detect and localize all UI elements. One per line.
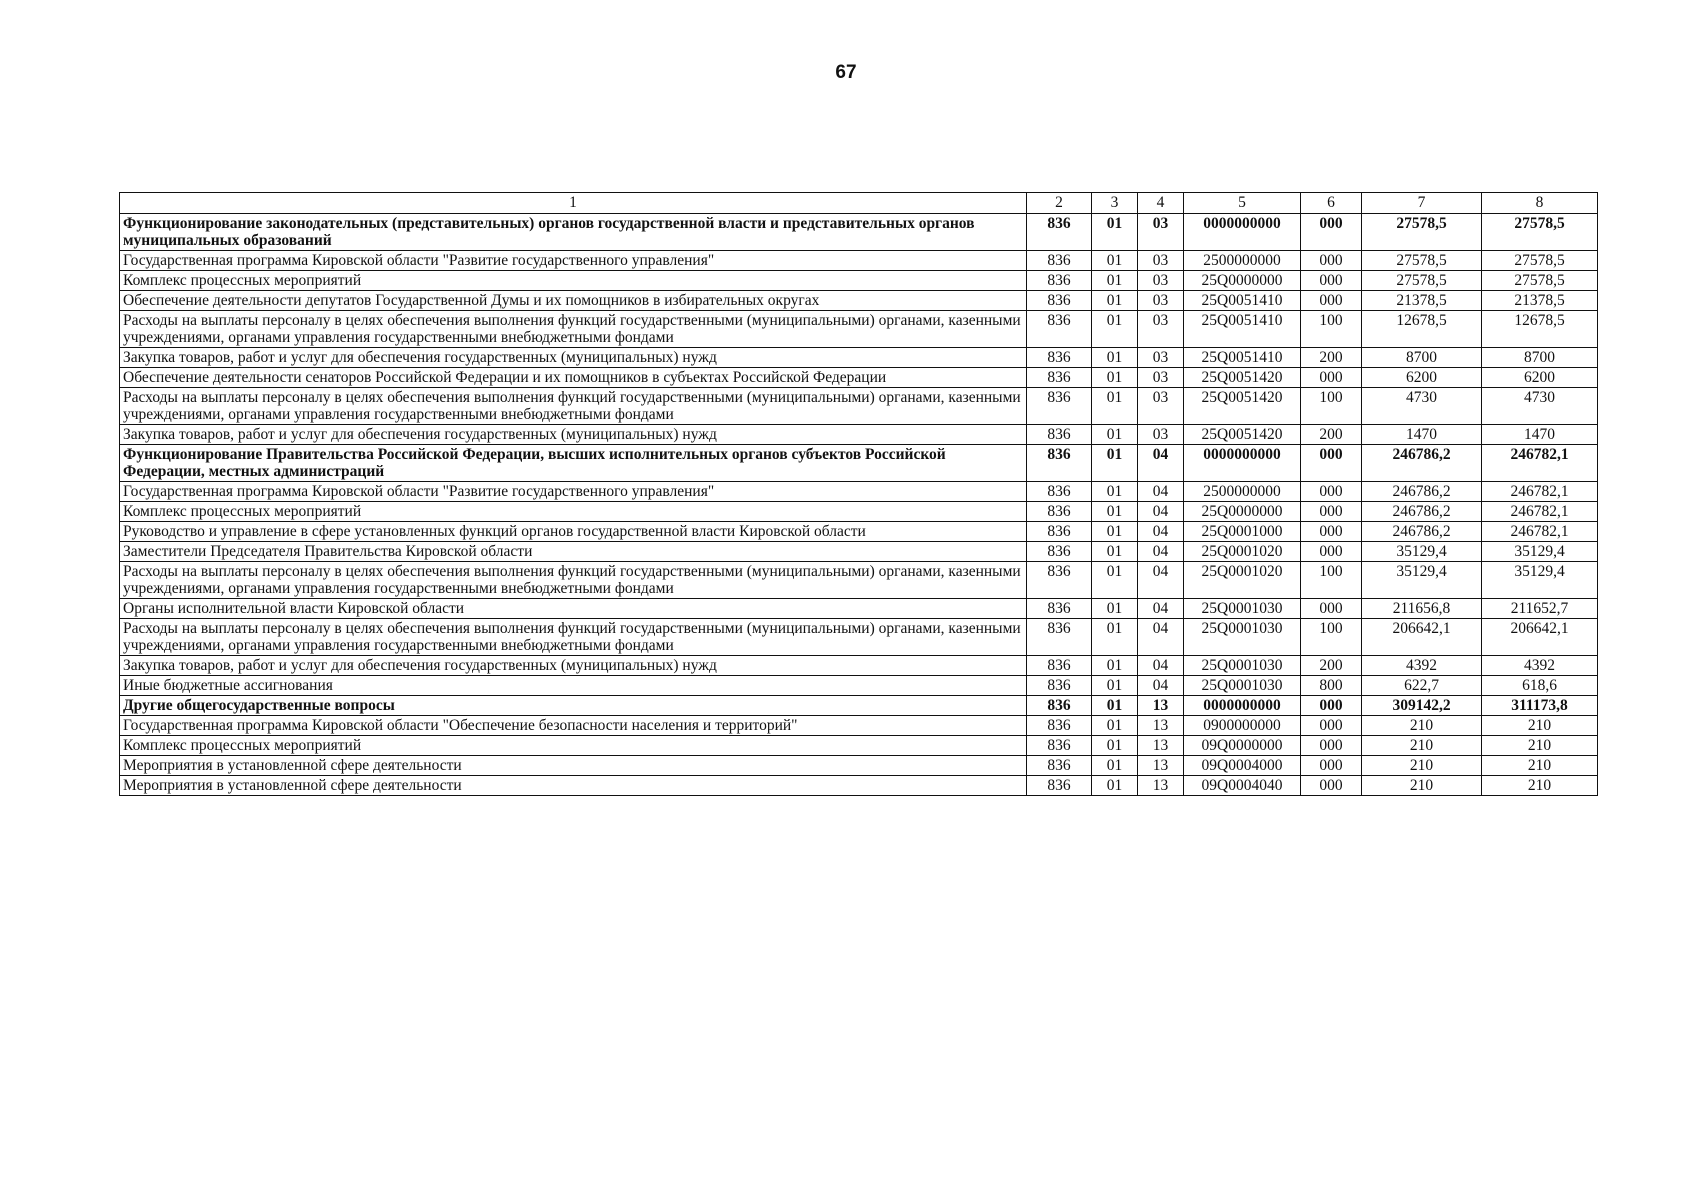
- row-code-cell: 836: [1027, 291, 1092, 311]
- table-row: [120, 542, 1598, 562]
- row-expense-type-cell: 000: [1301, 251, 1362, 271]
- row-subsection-cell: 03: [1138, 291, 1184, 311]
- row-section-cell: 01: [1092, 348, 1138, 368]
- row-name-cell: Комплекс процессных мероприятий: [120, 502, 1027, 522]
- row-amount-cell: 211656,8: [1362, 599, 1482, 619]
- row-amount-adjusted-cell: 4392: [1482, 656, 1598, 676]
- table-row: [120, 368, 1598, 388]
- row-target-article-cell: 0000000000: [1184, 696, 1301, 716]
- row-expense-type-cell: 200: [1301, 348, 1362, 368]
- row-section-cell: 01: [1092, 562, 1138, 599]
- row-amount-cell: 12678,5: [1362, 311, 1482, 348]
- row-amount-adjusted-cell: 12678,5: [1482, 311, 1598, 348]
- budget-table: [119, 192, 1598, 796]
- table-body: [120, 193, 1598, 796]
- row-amount-adjusted-cell: 210: [1482, 776, 1598, 796]
- row-expense-type-cell: 000: [1301, 756, 1362, 776]
- table-row: [120, 562, 1598, 599]
- row-code-cell: 836: [1027, 388, 1092, 425]
- row-expense-type-cell: 200: [1301, 656, 1362, 676]
- table-row: [120, 599, 1598, 619]
- table-row: [120, 656, 1598, 676]
- header-cell-4: 4: [1138, 193, 1184, 214]
- row-expense-type-cell: 000: [1301, 599, 1362, 619]
- table-row: [120, 522, 1598, 542]
- row-target-article-cell: 25Q0051410: [1184, 311, 1301, 348]
- row-section-cell: 01: [1092, 214, 1138, 251]
- row-amount-cell: 1470: [1362, 425, 1482, 445]
- row-amount-adjusted-cell: 206642,1: [1482, 619, 1598, 656]
- row-amount-cell: 210: [1362, 776, 1482, 796]
- row-target-article-cell: 25Q0001030: [1184, 599, 1301, 619]
- row-amount-cell: 210: [1362, 716, 1482, 736]
- row-code-cell: 836: [1027, 522, 1092, 542]
- row-code-cell: 836: [1027, 716, 1092, 736]
- table-row: [120, 445, 1598, 482]
- table-row: [120, 311, 1598, 348]
- row-amount-adjusted-cell: 35129,4: [1482, 542, 1598, 562]
- row-target-article-cell: 25Q0001030: [1184, 656, 1301, 676]
- header-cell-6: 6: [1301, 193, 1362, 214]
- row-expense-type-cell: 100: [1301, 619, 1362, 656]
- row-target-article-cell: 25Q0001020: [1184, 562, 1301, 599]
- row-amount-cell: 246786,2: [1362, 502, 1482, 522]
- row-expense-type-cell: 000: [1301, 522, 1362, 542]
- row-code-cell: 836: [1027, 736, 1092, 756]
- row-amount-adjusted-cell: 4730: [1482, 388, 1598, 425]
- row-expense-type-cell: 100: [1301, 562, 1362, 599]
- row-amount-adjusted-cell: 27578,5: [1482, 251, 1598, 271]
- row-code-cell: 836: [1027, 696, 1092, 716]
- row-subsection-cell: 03: [1138, 348, 1184, 368]
- row-expense-type-cell: 000: [1301, 776, 1362, 796]
- row-amount-cell: 4730: [1362, 388, 1482, 425]
- header-cell-2: 2: [1027, 193, 1092, 214]
- row-name-cell: Другие общегосударственные вопросы: [120, 696, 1027, 716]
- table-row: [120, 271, 1598, 291]
- row-amount-adjusted-cell: 311173,8: [1482, 696, 1598, 716]
- row-amount-adjusted-cell: 246782,1: [1482, 482, 1598, 502]
- row-expense-type-cell: 000: [1301, 214, 1362, 251]
- row-target-article-cell: 09Q0004000: [1184, 756, 1301, 776]
- header-cell-8: 8: [1482, 193, 1598, 214]
- row-expense-type-cell: 000: [1301, 291, 1362, 311]
- header-cell-7: 7: [1362, 193, 1482, 214]
- table-header-row: [120, 193, 1598, 214]
- row-name-cell: Расходы на выплаты персоналу в целях обеспечения выполнения функций государственными (муниципальными) органами, казенными учреждениями, органами управления государственными внебюджетными фондами: [120, 562, 1027, 599]
- table-row: [120, 425, 1598, 445]
- row-name-cell: Государственная программа Кировской области "Развитие государственного управления": [120, 251, 1027, 271]
- row-amount-adjusted-cell: 1470: [1482, 425, 1598, 445]
- row-subsection-cell: 04: [1138, 445, 1184, 482]
- row-subsection-cell: 04: [1138, 562, 1184, 599]
- row-amount-adjusted-cell: 246782,1: [1482, 522, 1598, 542]
- table-row: [120, 251, 1598, 271]
- row-expense-type-cell: 000: [1301, 716, 1362, 736]
- row-name-cell: Обеспечение деятельности депутатов Государственной Думы и их помощников в избирательных округах: [120, 291, 1027, 311]
- row-expense-type-cell: 000: [1301, 736, 1362, 756]
- row-expense-type-cell: 000: [1301, 542, 1362, 562]
- table-row: [120, 214, 1598, 251]
- row-code-cell: 836: [1027, 502, 1092, 522]
- row-name-cell: Закупка товаров, работ и услуг для обеспечения государственных (муниципальных) нужд: [120, 425, 1027, 445]
- row-amount-cell: 206642,1: [1362, 619, 1482, 656]
- row-amount-adjusted-cell: 211652,7: [1482, 599, 1598, 619]
- row-subsection-cell: 03: [1138, 271, 1184, 291]
- header-cell-3: 3: [1092, 193, 1138, 214]
- row-amount-adjusted-cell: 21378,5: [1482, 291, 1598, 311]
- row-subsection-cell: 04: [1138, 482, 1184, 502]
- row-code-cell: 836: [1027, 214, 1092, 251]
- row-amount-cell: 8700: [1362, 348, 1482, 368]
- row-target-article-cell: 0000000000: [1184, 445, 1301, 482]
- row-code-cell: 836: [1027, 776, 1092, 796]
- row-amount-cell: 246786,2: [1362, 482, 1482, 502]
- row-subsection-cell: 13: [1138, 736, 1184, 756]
- row-section-cell: 01: [1092, 676, 1138, 696]
- row-code-cell: 836: [1027, 756, 1092, 776]
- row-subsection-cell: 03: [1138, 368, 1184, 388]
- row-expense-type-cell: 000: [1301, 445, 1362, 482]
- row-amount-adjusted-cell: 210: [1482, 716, 1598, 736]
- row-subsection-cell: 04: [1138, 676, 1184, 696]
- row-name-cell: Комплекс процессных мероприятий: [120, 736, 1027, 756]
- row-amount-cell: 35129,4: [1362, 542, 1482, 562]
- row-target-article-cell: 25Q0001030: [1184, 676, 1301, 696]
- row-amount-adjusted-cell: 27578,5: [1482, 214, 1598, 251]
- table-row: [120, 776, 1598, 796]
- row-name-cell: Иные бюджетные ассигнования: [120, 676, 1027, 696]
- row-amount-cell: 27578,5: [1362, 251, 1482, 271]
- row-amount-cell: 622,7: [1362, 676, 1482, 696]
- row-code-cell: 836: [1027, 425, 1092, 445]
- row-subsection-cell: 03: [1138, 251, 1184, 271]
- row-amount-adjusted-cell: 210: [1482, 736, 1598, 756]
- page-number: 67: [835, 62, 857, 83]
- row-expense-type-cell: 800: [1301, 676, 1362, 696]
- row-amount-cell: 246786,2: [1362, 445, 1482, 482]
- row-target-article-cell: 2500000000: [1184, 482, 1301, 502]
- row-code-cell: 836: [1027, 348, 1092, 368]
- row-code-cell: 836: [1027, 445, 1092, 482]
- table-row: [120, 482, 1598, 502]
- row-target-article-cell: 0900000000: [1184, 716, 1301, 736]
- table-row: [120, 619, 1598, 656]
- row-expense-type-cell: 000: [1301, 271, 1362, 291]
- row-section-cell: 01: [1092, 619, 1138, 656]
- row-name-cell: Заместители Председателя Правительства Кировской области: [120, 542, 1027, 562]
- row-amount-adjusted-cell: 27578,5: [1482, 271, 1598, 291]
- table-row: [120, 756, 1598, 776]
- row-subsection-cell: 03: [1138, 388, 1184, 425]
- row-section-cell: 01: [1092, 736, 1138, 756]
- row-amount-cell: 6200: [1362, 368, 1482, 388]
- row-target-article-cell: 25Q0051420: [1184, 425, 1301, 445]
- row-code-cell: 836: [1027, 251, 1092, 271]
- row-section-cell: 01: [1092, 291, 1138, 311]
- row-name-cell: Расходы на выплаты персоналу в целях обеспечения выполнения функций государственными (муниципальными) органами, казенными учреждениями, органами управления государственными внебюджетными фондами: [120, 311, 1027, 348]
- row-amount-adjusted-cell: 246782,1: [1482, 502, 1598, 522]
- row-name-cell: Функционирование Правительства Российской Федерации, высших исполнительных органов субъектов Российской Федерации, местных администраций: [120, 445, 1027, 482]
- row-amount-adjusted-cell: 210: [1482, 756, 1598, 776]
- row-expense-type-cell: 000: [1301, 368, 1362, 388]
- row-section-cell: 01: [1092, 756, 1138, 776]
- row-name-cell: Мероприятия в установленной сфере деятельности: [120, 776, 1027, 796]
- row-target-article-cell: 25Q0051410: [1184, 291, 1301, 311]
- row-subsection-cell: 04: [1138, 599, 1184, 619]
- row-name-cell: Закупка товаров, работ и услуг для обеспечения государственных (муниципальных) нужд: [120, 348, 1027, 368]
- header-cell-5: 5: [1184, 193, 1301, 214]
- row-name-cell: Органы исполнительной власти Кировской области: [120, 599, 1027, 619]
- row-subsection-cell: 04: [1138, 619, 1184, 656]
- table-row: [120, 291, 1598, 311]
- row-target-article-cell: 25Q0051420: [1184, 388, 1301, 425]
- row-name-cell: Руководство и управление в сфере установленных функций органов государственной власти Кировской области: [120, 522, 1027, 542]
- row-amount-adjusted-cell: 246782,1: [1482, 445, 1598, 482]
- row-amount-adjusted-cell: 6200: [1482, 368, 1598, 388]
- row-amount-cell: 35129,4: [1362, 562, 1482, 599]
- row-expense-type-cell: 000: [1301, 482, 1362, 502]
- row-target-article-cell: 25Q0051410: [1184, 348, 1301, 368]
- row-target-article-cell: 25Q0001000: [1184, 522, 1301, 542]
- row-code-cell: 836: [1027, 656, 1092, 676]
- row-amount-cell: 21378,5: [1362, 291, 1482, 311]
- table-row: [120, 696, 1598, 716]
- row-target-article-cell: 25Q0001020: [1184, 542, 1301, 562]
- table-row: [120, 388, 1598, 425]
- row-subsection-cell: 03: [1138, 214, 1184, 251]
- row-subsection-cell: 03: [1138, 311, 1184, 348]
- row-subsection-cell: 13: [1138, 776, 1184, 796]
- row-name-cell: Расходы на выплаты персоналу в целях обеспечения выполнения функций государственными (муниципальными) органами, казенными учреждениями, органами управления государственными внебюджетными фондами: [120, 388, 1027, 425]
- table-row: [120, 676, 1598, 696]
- row-section-cell: 01: [1092, 656, 1138, 676]
- row-amount-cell: 27578,5: [1362, 271, 1482, 291]
- row-code-cell: 836: [1027, 368, 1092, 388]
- row-amount-cell: 309142,2: [1362, 696, 1482, 716]
- row-subsection-cell: 13: [1138, 696, 1184, 716]
- row-name-cell: Расходы на выплаты персоналу в целях обеспечения выполнения функций государственными (муниципальными) органами, казенными учреждениями, органами управления государственными внебюджетными фондами: [120, 619, 1027, 656]
- row-subsection-cell: 04: [1138, 502, 1184, 522]
- row-section-cell: 01: [1092, 542, 1138, 562]
- row-target-article-cell: 25Q0000000: [1184, 502, 1301, 522]
- row-subsection-cell: 13: [1138, 716, 1184, 736]
- row-expense-type-cell: 100: [1301, 388, 1362, 425]
- row-code-cell: 836: [1027, 562, 1092, 599]
- row-section-cell: 01: [1092, 502, 1138, 522]
- row-section-cell: 01: [1092, 271, 1138, 291]
- row-target-article-cell: 25Q0001030: [1184, 619, 1301, 656]
- table-row: [120, 348, 1598, 368]
- row-code-cell: 836: [1027, 619, 1092, 656]
- row-subsection-cell: 04: [1138, 542, 1184, 562]
- row-name-cell: Комплекс процессных мероприятий: [120, 271, 1027, 291]
- row-section-cell: 01: [1092, 425, 1138, 445]
- row-expense-type-cell: 000: [1301, 696, 1362, 716]
- row-subsection-cell: 04: [1138, 656, 1184, 676]
- row-expense-type-cell: 100: [1301, 311, 1362, 348]
- row-code-cell: 836: [1027, 542, 1092, 562]
- row-name-cell: Мероприятия в установленной сфере деятельности: [120, 756, 1027, 776]
- row-amount-adjusted-cell: 8700: [1482, 348, 1598, 368]
- row-section-cell: 01: [1092, 311, 1138, 348]
- row-amount-cell: 210: [1362, 736, 1482, 756]
- row-expense-type-cell: 000: [1301, 502, 1362, 522]
- row-section-cell: 01: [1092, 522, 1138, 542]
- row-target-article-cell: 09Q0000000: [1184, 736, 1301, 756]
- row-target-article-cell: 09Q0004040: [1184, 776, 1301, 796]
- row-code-cell: 836: [1027, 676, 1092, 696]
- row-section-cell: 01: [1092, 482, 1138, 502]
- row-code-cell: 836: [1027, 311, 1092, 348]
- row-section-cell: 01: [1092, 368, 1138, 388]
- row-subsection-cell: 04: [1138, 522, 1184, 542]
- table-row: [120, 736, 1598, 756]
- row-target-article-cell: 25Q0051420: [1184, 368, 1301, 388]
- row-expense-type-cell: 200: [1301, 425, 1362, 445]
- row-name-cell: Государственная программа Кировской области "Развитие государственного управления": [120, 482, 1027, 502]
- row-target-article-cell: 0000000000: [1184, 214, 1301, 251]
- row-section-cell: 01: [1092, 696, 1138, 716]
- row-name-cell: Государственная программа Кировской области "Обеспечение безопасности населения и территорий": [120, 716, 1027, 736]
- row-amount-cell: 4392: [1362, 656, 1482, 676]
- row-amount-adjusted-cell: 618,6: [1482, 676, 1598, 696]
- row-amount-cell: 27578,5: [1362, 214, 1482, 251]
- row-subsection-cell: 13: [1138, 756, 1184, 776]
- row-section-cell: 01: [1092, 388, 1138, 425]
- row-name-cell: Обеспечение деятельности сенаторов Российской Федерации и их помощников в субъектах Российской Федерации: [120, 368, 1027, 388]
- row-code-cell: 836: [1027, 271, 1092, 291]
- row-amount-cell: 210: [1362, 756, 1482, 776]
- row-name-cell: Функционирование законодательных (представительных) органов государственной власти и представительных органов муниципальных образований: [120, 214, 1027, 251]
- header-cell-1: 1: [120, 193, 1027, 214]
- row-section-cell: 01: [1092, 716, 1138, 736]
- row-subsection-cell: 03: [1138, 425, 1184, 445]
- row-section-cell: 01: [1092, 776, 1138, 796]
- row-target-article-cell: 2500000000: [1184, 251, 1301, 271]
- row-section-cell: 01: [1092, 445, 1138, 482]
- row-amount-adjusted-cell: 35129,4: [1482, 562, 1598, 599]
- row-code-cell: 836: [1027, 482, 1092, 502]
- row-target-article-cell: 25Q0000000: [1184, 271, 1301, 291]
- row-code-cell: 836: [1027, 599, 1092, 619]
- table-row: [120, 716, 1598, 736]
- row-name-cell: Закупка товаров, работ и услуг для обеспечения государственных (муниципальных) нужд: [120, 656, 1027, 676]
- row-section-cell: 01: [1092, 251, 1138, 271]
- row-amount-cell: 246786,2: [1362, 522, 1482, 542]
- table-row: [120, 502, 1598, 522]
- row-section-cell: 01: [1092, 599, 1138, 619]
